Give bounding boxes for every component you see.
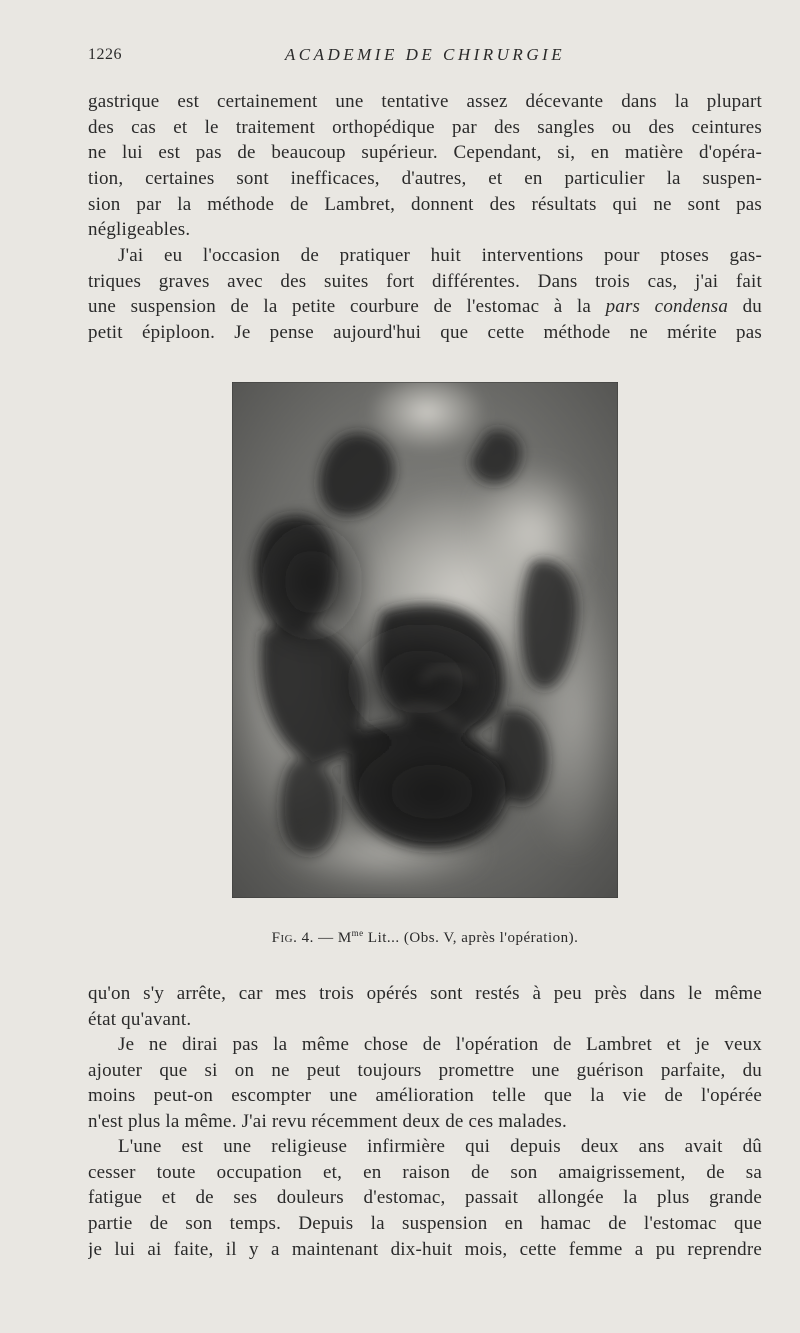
caption-text: Lit... (Obs. V, après l'opération).: [363, 930, 579, 946]
running-head: [88, 46, 762, 72]
caption-superscript: me: [351, 928, 364, 938]
text-line: moins peut-on escompter une amélioration telle que la vie de l'opérée: [88, 1085, 762, 1107]
caption-honorific: M: [337, 930, 352, 946]
text-line: qu'on s'y arrête, car mes trois opérés sont restés à peu près dans le même: [88, 983, 762, 1004]
text-line: je lui ai faite, il y a maintenant dix-huit mois, cette femme a pu reprendre: [88, 1238, 762, 1260]
journal-title: ACADEMIE DE CHIRURGIE: [284, 45, 566, 64]
page-number: 1226: [88, 46, 122, 63]
italic-term: pars condensa: [605, 296, 729, 318]
paragraph-1: [88, 89, 762, 243]
text-line: négligeables.: [88, 219, 191, 241]
text-segment: du: [728, 296, 762, 318]
paragraph-4: [88, 1032, 762, 1135]
paragraph-3: [88, 981, 762, 1032]
text-line: n'est plus la même. J'ai revu récemment deux de ces malades.: [88, 1111, 567, 1133]
text-line: cesser toute occupation et, en raison de son amaigrissement, de sa: [88, 1161, 762, 1183]
text-line: sion par la méthode de Lambret, donnent des résultats qui ne sont pas: [88, 193, 762, 215]
text-line: état qu'avant.: [88, 1008, 192, 1030]
text-line: Je ne dirai pas la même chose de l'opération de Lambret et je veux: [118, 1034, 762, 1055]
xray-figure: [232, 382, 618, 898]
text-line: triques graves avec des suites fort différentes. Dans trois cas, j'ai fait: [88, 270, 762, 292]
text-line: ajouter que si on ne peut toujours promettre une guérison parfaite, du: [88, 1059, 762, 1081]
text-line: ne lui est pas de beaucoup supérieur. Cependant, si, en matière d'opéra-: [88, 142, 762, 164]
text-line: partie de son temps. Depuis la suspension en hamac de l'estomac que: [88, 1213, 762, 1235]
text-line: gastrique est certainement une tentative assez décevante dans la plupart: [88, 91, 762, 112]
caption-figure-label: Fig. 4.: [271, 930, 314, 946]
text-line: fatigue et de ses douleurs d'estomac, passait allongée la plus grande: [88, 1187, 762, 1209]
paragraph-5: [88, 1134, 762, 1262]
text-line: des cas et le traitement orthopédique par des sangles ou des ceintures: [88, 116, 762, 138]
text-line: tion, certaines sont inefficaces, d'autres, et en particulier la suspen-: [88, 168, 762, 190]
text-line: L'une est une religieuse infirmière qui depuis deux ans avait dû: [118, 1136, 762, 1157]
figure-caption: [88, 928, 762, 947]
caption-dash: —: [313, 930, 338, 946]
text-line: J'ai eu l'occasion de pratiquer huit interventions pour ptoses gas-: [118, 245, 762, 266]
paragraph-2: [88, 243, 762, 346]
text-segment: une suspension de la petite courbure de l'estomac à la: [88, 296, 606, 318]
text-line: [88, 294, 762, 320]
text-line: petit épiploon. Je pense aujourd'hui que cette méthode ne mérite pas: [88, 322, 762, 344]
